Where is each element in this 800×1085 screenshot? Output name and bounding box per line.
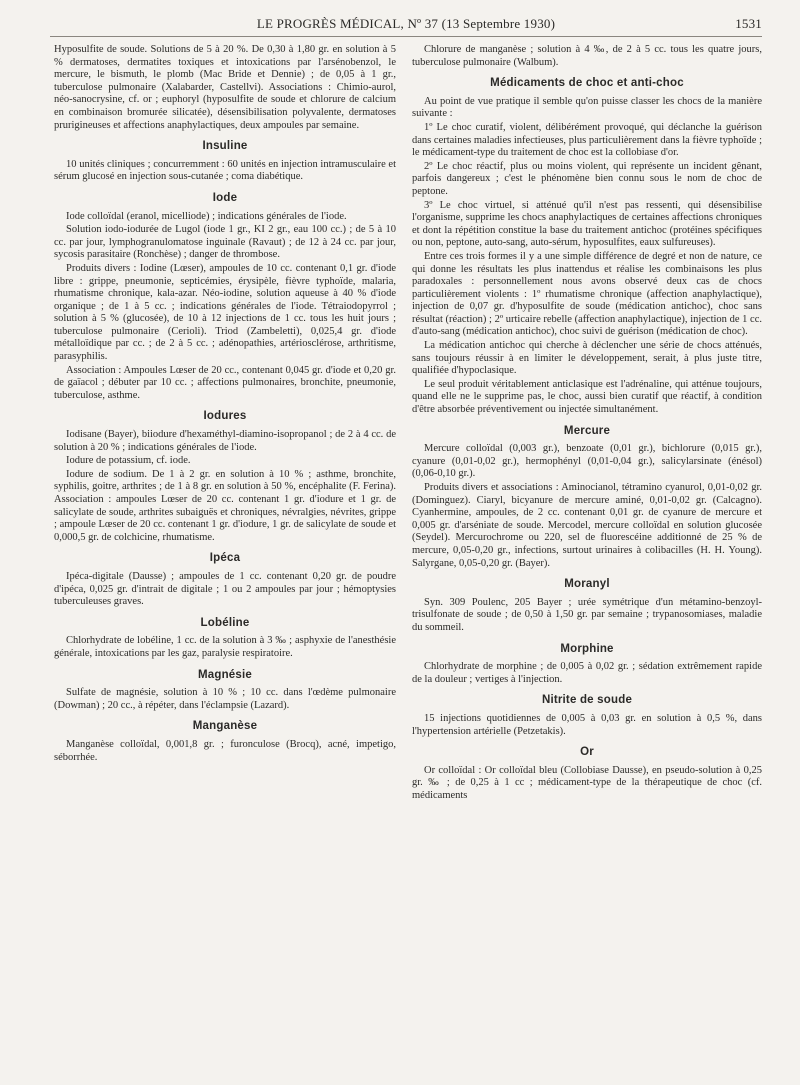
section-heading-morphine: Morphine [560, 642, 614, 655]
page-header [50, 14, 762, 37]
section-heading-nitrite: Nitrite de soude [541, 694, 633, 707]
section-heading-insuline: Insuline [202, 140, 248, 153]
paragraph: La médication antichoc qui cherche à déclencher une série de chocs atténués, sans toujours réussir à en limiter le développement, serait, à plus juste titre, qualifiée d'hypoclasique. [412, 340, 762, 377]
section-heading-iodures: Iodures [203, 410, 247, 423]
paragraph: Chlorhydrate de lobéline, 1 cc. de la solution à 3 ‰ ; asphyxie de l'anesthésie générale, intoxications par les gaz, paralysie respiratoire. [54, 635, 396, 659]
paragraph: 15 injections quotidiennes de 0,005 à 0,03 gr. en solution à 0,5 %, dans l'hypertension artérielle (Petzetakis). [412, 712, 762, 737]
paragraph: Iode colloïdal (eranol, micelliode) ; indications générales de l'iode. [66, 210, 347, 222]
paragraph: Solution iodo-iodurée de Lugol (iode 1 gr., KI 2 gr., eau 100 cc.) ; de 5 à 10 cc. par jour, lymphogranulomatose inguinale (Ravaut) ; de 12 à 24 cc. par jour, sycosis parasitaire (Ronchèse) ; danger de thrombose. [54, 224, 396, 261]
paragraph: Entre ces trois formes il y a une simple différence de degré et non de nature, ce qui donne les résultats les plus inattendus et réalise les combinaisons les plus paradoxales : personnellement nous avons observé deux cas de chocs particulièrement violents : 1º rhumatisme chronique (affection anaphylactique), injection de 0,07 gr. d'hyposulfite de soude (médication antichoc), choc sans résultat (réaction) ; 2º urticaire rebelle (affection anaphylactique), injection de 1 cc. d'auto-sang (médication antichoc), choc suivi de guérison (médication de choc). [412, 250, 762, 338]
section-heading-moranyl: Moranyl [564, 578, 610, 591]
section-heading-manganese: Manganèse [192, 720, 258, 733]
paragraph: 3º Le choc virtuel, si atténué qu'il n'est pas ressenti, qui désensibilise l'organisme, supprime les chocs anaphylactiques de certaines affections chroniques et dont la répétition constitue la base du traitement antichoc (protéines spécifiques ou non, peptone, auto-sang, auto-sérum, hyposulfites, eaux sulfureuses). [412, 199, 762, 249]
section-heading-ipeca: Ipéca [209, 552, 241, 565]
running-title: LE PROGRÈS MÉDICAL, Nº 37 (13 Septembre 1930) [256, 16, 556, 31]
section-heading-choc: Médicaments de choc et anti-choc [490, 77, 684, 90]
paragraph: Hyposulfite de soude. Solutions de 5 à 20 %. De 0,30 à 1,80 gr. en solution à 5 % dermatoses, dermatites toxiques et intoxications par l'arsénobenzol, le mercure, le bismuth, le plomb (Mac Bride et Dennie) ; de 0,05 à 1 gr., tuberculose pulmonaire (Xalabarder, Castellvi). Associations : Chimio-aurol, néo-sanocrysine, cf. or ; euphoryl (hyposulfite de soude et chlorure de calcium en combinaison bromurée silicatée), désensibilisation polyvalente, dermatoses prurigineuses et affections anaphylactiques, deux ampoules par semaine. [54, 44, 396, 131]
paragraph: Produits divers et associations : Aminocianol, tétramino cyanurol, 0,01-0,02 gr. (Dominguez). Ciaryl, bicyanure de mercure aminé, 0,01-0,02 gr. (Calcagno). Cyanhermine, ampoules, de 2 cc. contenant 0,01 gr. de cyanure de mercure et 0,005 gr. d'arséniate de soude. Mercodel, mercure colloïdal en solution glucosée (Seydel). Mercurochrome ou 220, sel de fluorescéine additionné de 25 % de mercure, 0,05-0,20 gr., infections, surtout urinaires à colibacilles (H. H. Young). Salyrgane, 0,05-0,20 gr. (Bayer). [412, 482, 762, 569]
paragraph: Manganèse colloïdal, 0,001,8 gr. ; furonculose (Brocq), acné, impetigo, séborrhée. [54, 738, 396, 763]
paragraph: Chlorure de manganèse ; solution à 4 ‰, de 2 à 5 cc. tous les quatre jours, tuberculose pulmonaire (Walbum). [412, 44, 762, 68]
section-heading-magnesie: Magnésie [197, 668, 252, 681]
page-number: 1531 [735, 16, 762, 31]
section-heading-iode: Iode [212, 191, 238, 204]
paragraph: 1º Le choc curatif, violent, délibérément provoqué, qui déclanche la guérison dans certaines maladies infectieuses, plus particulièrement dans la fièvre typhoïde ; le médicament-type du traitement de choc est la collobiase d'or. [412, 121, 762, 159]
paragraph: Iodure de sodium. De 1 à 2 gr. en solution à 10 % ; asthme, bronchite, syphilis, goitre, arthrites ; de 1 à 8 gr. en solution à 50 %, encéphalite (F. Ferina). Association : ampoules Lœser de 20 cc. contenant 1 gr. d'iodure et 1 gr. de salicylate de soude, arthrites subaiguës et chroniques, névralgies, névrites, grippe ; ampoule Lœser de 20 cc. contenant 1 gr. d'iodure, 1 gr. de salicylate de soude et 0,000,5 gr. de colchicine, rhumatisme. [54, 468, 396, 543]
paragraph: Mercure colloïdal (0,003 gr.), benzoate (0,01 gr.), bichlorure (0,015 gr.), cyanure (0,01-0,02 gr.), hermophényl (0,01-0,04 gr.), salicylarsinate (énésol) (0,06-0,10 gr.). [412, 443, 762, 480]
paragraph: 10 unités cliniques ; concurremment : 60 unités en injection intramusculaire et sérum glucosé en injection sous-cutanée ; coma diabétique. [54, 158, 396, 183]
paragraph: Au point de vue pratique il semble qu'on puisse classer les chocs de la manière suivante : [412, 95, 762, 120]
paragraph: 2º Le choc réactif, plus ou moins violent, qui représente un incident gênant, parfois dangereux ; c'est le phénomène bien connu sous le nom de choc de peptone. [412, 160, 762, 197]
section-heading-mercure: Mercure [563, 424, 611, 437]
left-column [54, 44, 396, 765]
paragraph: Le seul produit véritablement anticlasique est l'adrénaline, qui atténue toujours, quand elle ne le supprime pas, le choc, aussi bien curatif que réactif, à condition d'être absorbée préventivement ou injectée simultanément. [412, 378, 762, 416]
section-heading-lobeline: Lobéline [200, 616, 250, 629]
paragraph: Association : Ampoules Lœser de 20 cc., contenant 0,045 gr. d'iode et 0,20 gr. de gaïacol ; débuter par 10 cc. ; affections pulmonaires, bronchite, pneumonie, tuberculose, asthme. [54, 364, 396, 401]
paragraph: Or colloïdal : Or colloïdal bleu (Collobiase Dausse), en pseudo-solution à 0,25 gr. ‰ ; de 0,25 à 1 cc ; médicament-type de la thérapeutique de choc (cf. médicaments [412, 764, 762, 801]
paragraph: Iodure de potassium, cf. iode. [66, 455, 191, 467]
paragraph: Ipéca-digitale (Dausse) ; ampoules de 1 cc. contenant 0,20 gr. de poudre d'ipéca, 0,025 gr. d'intrait de digitale ; 1 ou 2 ampoules par jour ; hémoptysies tuberculeuses graves. [54, 570, 396, 608]
paragraph: Sulfate de magnésie, solution à 10 % ; 10 cc. dans l'œdème pulmonaire (Dowman) ; 20 cc., à répéter, dans l'éclampsie (Lazard). [54, 687, 396, 711]
paragraph: Produits divers : Iodine (Lœser), ampoules de 10 cc. contenant 0,1 gr. d'iode libre : grippe, pneumonie, septicémies, érysipèle, fièvre typhoïde, malaria, rhumatisme chronique, kala-azar. Néo-iodine, solution aqueuse à 40 % d'iode organique ; de 1 à 5 cc. ; indications générales de l'iode. Tétraiodopyrrol ; solution à 5 % (glucosée), de 10 à 12 injections de 1 cc. tous les huit jours ; tuberculose pulmonaire (Cerioli). Triod (Zambeletti), 0,025,4 gr. d'iode métalloïdique par cc. ; de 2 à 5 cc. ; adénopathies, artériosclérose, arthritisme, parasyphilis. [54, 262, 396, 363]
section-heading-or: Or [580, 746, 594, 759]
paragraph: Iodisane (Bayer), biiodure d'hexaméthyl-diamino-isopropanol ; de 2 à 4 cc. de solution à 20 % ; indications générales de l'iode. [54, 429, 396, 453]
paragraph: Syn. 309 Poulenc, 205 Bayer ; urée symétrique d'un métamino-benzoyl-trisulfonate de soude ; de 0,50 à 1,50 gr. par semaine ; trypanosomiases, maladie du sommeil. [412, 596, 762, 633]
paragraph: Chlorhydrate de morphine ; de 0,005 à 0,02 gr. ; sédation extrêmement rapide de la douleur ; vertiges à l'injection. [412, 661, 762, 685]
right-column [412, 44, 762, 803]
